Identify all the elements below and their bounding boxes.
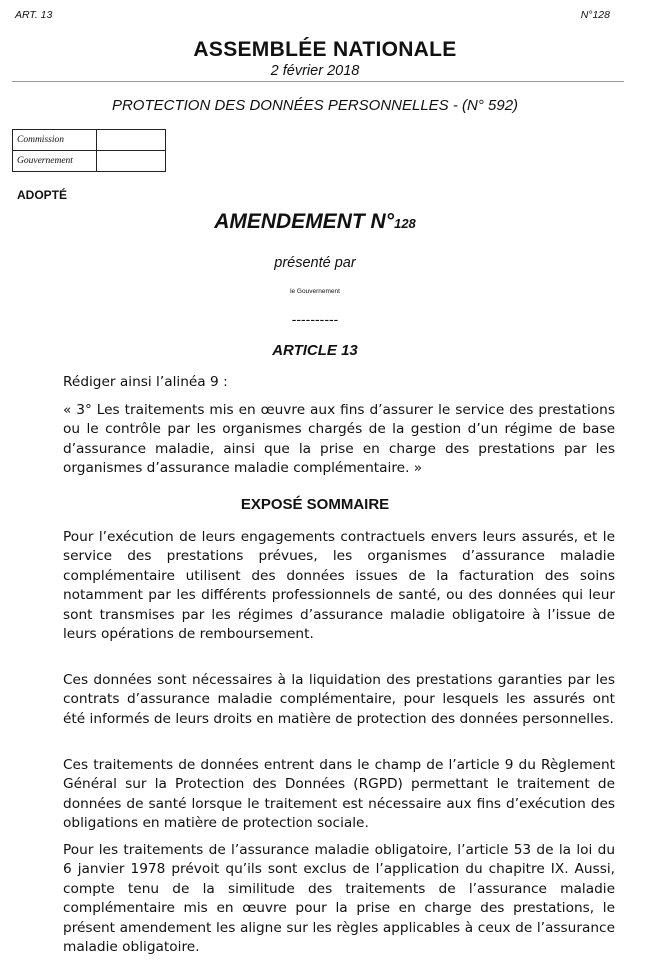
amendment-title-text: AMENDEMENT N° (214, 210, 395, 233)
opinion-value (97, 151, 166, 172)
opinion-label: Gouvernement (13, 151, 97, 172)
separator: ---------- (291, 311, 339, 327)
article-title: ARTICLE 13 (272, 342, 358, 359)
article-quote: « 3° Les traitements mis en œuvre aux fins d’assurer le service des prestations ou le contrôle par les organismes chargés de la gestion d’un régime de base d’assurance maladie, ainsi que la prise en charge des prestations par les organismes d’assurance maladie complémentaire. » (63, 402, 615, 477)
article-reference: ART. 13 (15, 9, 53, 21)
expose-paragraph-2: Ces données sont nécessaires à la liquidation des prestations garanties par les contrats d’assurance maladie complémentaire, pour lesquels les assurés ont été informés de leurs droits en matière de protection des données personnelles. (63, 672, 615, 727)
opinion-row-commission (13, 130, 166, 151)
document-date: 2 février 2018 (270, 63, 360, 79)
opinion-row-gouvernement (13, 151, 166, 172)
assembly-title: ASSEMBLÉE NATIONALE (193, 38, 457, 61)
header-divider (12, 81, 624, 82)
amendment-author: le Gouvernement (290, 288, 340, 295)
expose-paragraph-4: Pour les traitements de l’assurance maladie obligatoire, l’article 53 de la loi du 6 janvier 1978 prévoit qu’ils sont exclus de l’application du chapitre IX. Aussi, compte tenu de la similitude des traitements de l’assurance maladie complémentaire mis en œuvre pour la prise en charge des prestations, le présent amendement les aligne sur les règles applicables à ceux de l’assurance maladie obligatoire. (63, 842, 615, 956)
expose-paragraph-3: Ces traitements de données entrent dans le champ de l’article 9 du Règlement Général sur la Protection des Données (RGPD) permettant le traitement de données de santé lorsque le traitement est nécessaire aux fins d’exécution des obligations en matière de protection sociale. (63, 757, 615, 832)
amendment-number: 128 (394, 216, 416, 231)
opinion-table (12, 129, 166, 172)
status-label: ADOPTÉ (17, 188, 68, 202)
expose-title: EXPOSÉ SOMMAIRE (240, 496, 390, 513)
opinion-value (97, 130, 166, 151)
presented-by: présenté par (274, 255, 356, 271)
bill-subject: PROTECTION DES DONNÉES PERSONNELLES - (N° 592) (111, 97, 519, 114)
amendment-reference: N°128 (580, 9, 610, 21)
opinion-label: Commission (13, 130, 97, 151)
expose-paragraph-1: Pour l’exécution de leurs engagements contractuels envers leurs assurés, et le service des prestations prévues, les organismes d’assurance maladie complémentaire utilisent des données issues de la facturation des soins notamment par les différents professionnels de santé, ou des données qui leur sont transmises par les régimes d’assurance maladie obligatoire à l’issue de leurs opérations de remboursement. (63, 529, 615, 643)
amendment-title (0, 210, 630, 234)
article-instruction: Rédiger ainsi l’alinéa 9 : (63, 374, 228, 390)
